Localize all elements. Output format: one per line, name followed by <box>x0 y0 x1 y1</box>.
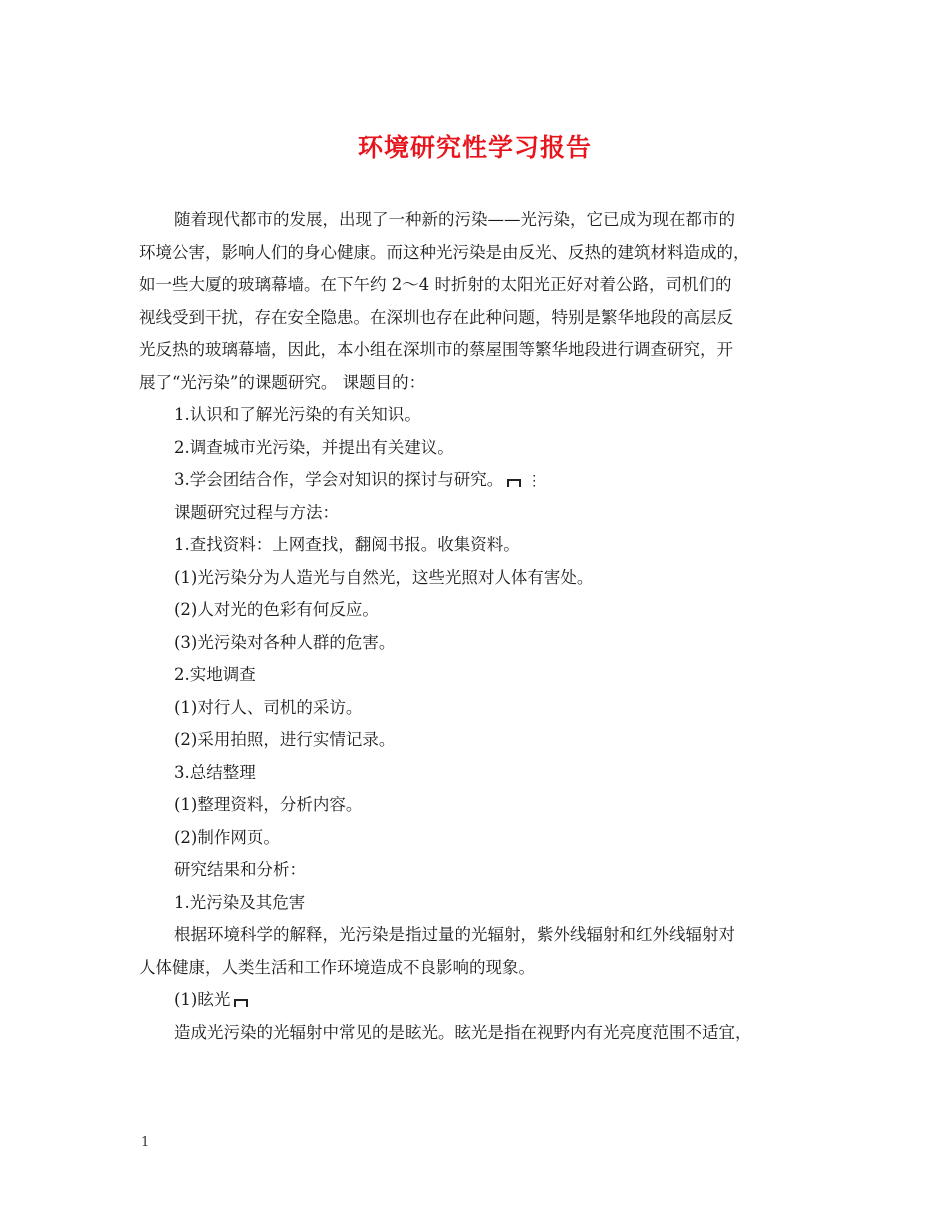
paragraph-line: 造成光污染的光辐射中常见的是眩光。眩光是指在视野内有光亮度范围不适宜， <box>174 1022 752 1042</box>
process-item: 3.总结整理 <box>174 762 256 782</box>
paragraph-line: 根据环境科学的解释，光污染是指过量的光辐射，紫外线辐射和红外线辐射对 <box>174 925 735 944</box>
process-item: (1)光污染分为人造光与自然光，这些光照对人体有害处。 <box>174 567 594 587</box>
paragraph-line: 人体健康，人类生活和工作环境造成不良影响的现象。 <box>139 957 535 977</box>
process-item: 1.查找资料：上网查找，翻阅书报。收集资料。 <box>174 535 520 554</box>
paragraph-line: 随着现代都市的发展，出现了一种新的污染——光污染，它已成为现在都市的 <box>174 210 735 229</box>
paragraph-line: 如一些大厦的玻璃幕墙。在下午约 2～4 时折射的太阳光正好对着公路，司机们的 <box>139 275 732 294</box>
bracket-mark-icon <box>234 999 248 1007</box>
page-number: 1 <box>141 1135 150 1150</box>
goal-item: 1.认识和了解光污染的有关知识。 <box>174 405 421 424</box>
process-item: (1)对行人、司机的采访。 <box>174 697 363 717</box>
results-subheading: 1.光污染及其危害 <box>174 892 306 912</box>
glare-heading-with-mark <box>139 984 819 1017</box>
process-item: (2)人对光的色彩有何反应。 <box>174 600 379 619</box>
process-item: (3)光污染对各种人群的危害。 <box>174 632 396 652</box>
document-body <box>139 204 819 1049</box>
process-item: (1)整理资料，分析内容。 <box>174 795 363 814</box>
goal-item-text: 3.学会团结合作，学会对知识的探讨与研究。 <box>174 470 504 489</box>
process-item: (2)制作网页。 <box>174 827 280 847</box>
paragraph-line: 光反热的玻璃幕墙，因此，本小组在深圳市的蔡屋围等繁华地段进行调查研究，开 <box>139 340 733 359</box>
glare-heading: (1)眩光 <box>174 990 231 1009</box>
paragraph-line: 视线受到干扰，存在安全隐患。在深圳也存在此种问题，特别是繁华地段的高层反 <box>139 307 733 327</box>
process-item: 2.实地调查 <box>174 665 256 684</box>
document-title: 环境研究性学习报告 <box>357 133 592 162</box>
bracket-mark-icon <box>507 479 521 487</box>
goal-item-with-mark <box>139 464 819 497</box>
process-heading: 课题研究过程与方法： <box>174 502 339 522</box>
process-item: (2)采用拍照，进行实情记录。 <box>174 730 396 749</box>
goal-item: 2.调查城市光污染，并提出有关建议。 <box>174 437 454 457</box>
vertical-dots-icon: ⋮ <box>527 473 542 489</box>
results-heading: 研究结果和分析： <box>174 860 306 879</box>
paragraph-line: 环境公害，影响人们的身心健康。而这种光污染是由反光、反热的建筑材料造成的， <box>139 242 750 262</box>
paragraph-line: 展了“光污染”的课题研究。 课题目的： <box>139 372 426 392</box>
